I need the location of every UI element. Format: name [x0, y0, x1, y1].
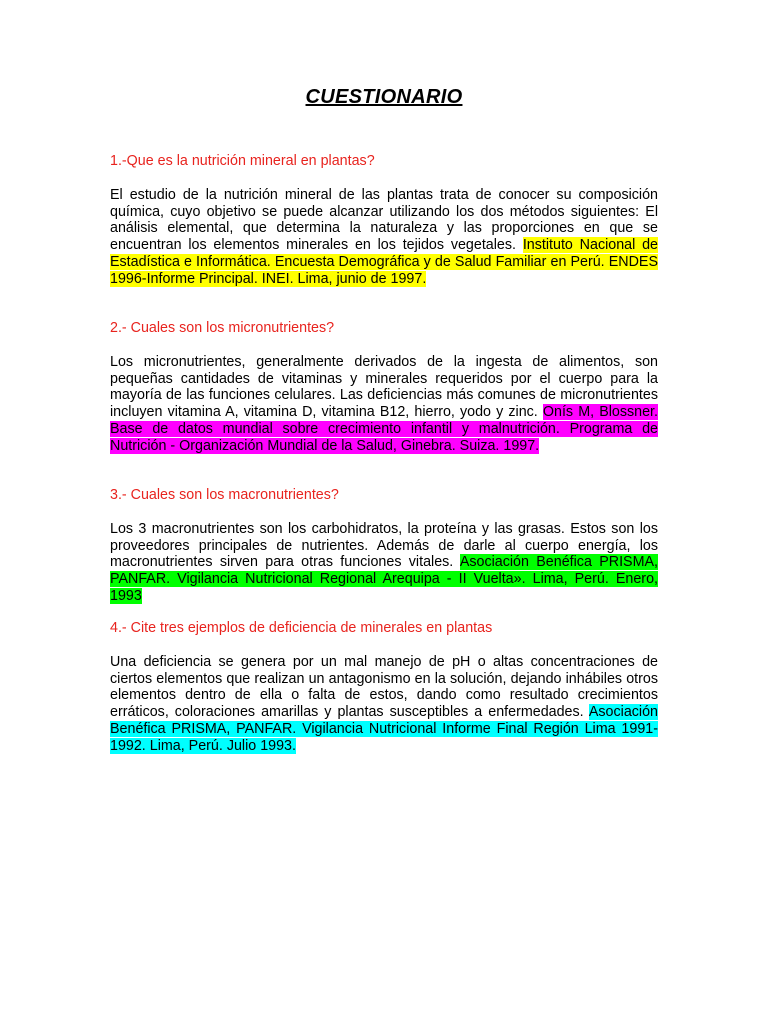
question-3: 3.- Cuales son los macronutrientes? — [110, 487, 339, 503]
page-title: CUESTIONARIO — [305, 86, 463, 108]
answer-1-text: El estudio de la nutrición mineral de las plantas trata de conocer su composición química, cuyo objetivo se puede alcanzar utilizando los dos métodos siguientes: El análisis elemental, que determina la naturaleza y las proporciones en que se encuentran los elementos minerales en los tejidos vegetales. — [110, 187, 658, 254]
answer-1 — [110, 187, 658, 287]
answer-2 — [110, 354, 658, 454]
citation-4: Asociación Benéfica PRISMA, PANFAR. Vigilancia Nutricional Informe Final Región Lima 1991-1992. Lima, Perú. Julio 1993. — [110, 704, 658, 754]
question-1: 1.-Que es la nutrición mineral en plantas? — [110, 153, 375, 169]
question-2: 2.- Cuales son los micronutrientes? — [110, 320, 335, 336]
citation-2: Onís M, Blossner. Base de datos mundial sobre crecimiento infantil y malnutrición. Programa de Nutrición - Organización Mundial de la Salud, Ginebra. Suiza. 1997. — [110, 404, 658, 454]
citation-1: Instituto Nacional de Estadística e Informática. Encuesta Demográfica y de Salud Familiar en Perú. ENDES 1996-Informe Principal. INEI. Lima, junio de 1997. — [110, 237, 659, 287]
citation-3: Asociación Benéfica PRISMA, PANFAR. Vigilancia Nutricional Regional Arequipa - II Vuelta». Lima, Perú. Enero, 1993 — [110, 554, 658, 604]
answer-4 — [110, 654, 658, 754]
question-4: 4.- Cite tres ejemplos de deficiencia de minerales en plantas — [110, 620, 493, 636]
answer-2-text: Los micronutrientes, generalmente derivados de la ingesta de alimentos, son pequeñas cantidades de vitaminas y minerales requeridos por el cuerpo para la mayoría de las funciones celulares. Las deficiencias más comunes de micronutrientes incluyen vitamina A, vitamina D, vitamina B12, hierro, yodo y zinc. — [110, 354, 658, 421]
answer-4-text: Una deficiencia se genera por un mal manejo de pH o altas concentraciones de ciertos elementos que realizan un antagonismo en la solución, dejando inhábiles otros elementos dentro de ella o falta de estos, dando como resultado crecimientos erráticos, coloraciones amarillas y plantas susceptibles a enfermedades. — [110, 654, 658, 721]
answer-3 — [110, 521, 658, 605]
answer-3-text: Los 3 macronutrientes son los carbohidratos, la proteína y las grasas. Estos son los proveedores principales de nutrientes. Además de darle al cuerpo energía, los macronutrientes sirven para otras funciones vitales. — [110, 521, 658, 571]
